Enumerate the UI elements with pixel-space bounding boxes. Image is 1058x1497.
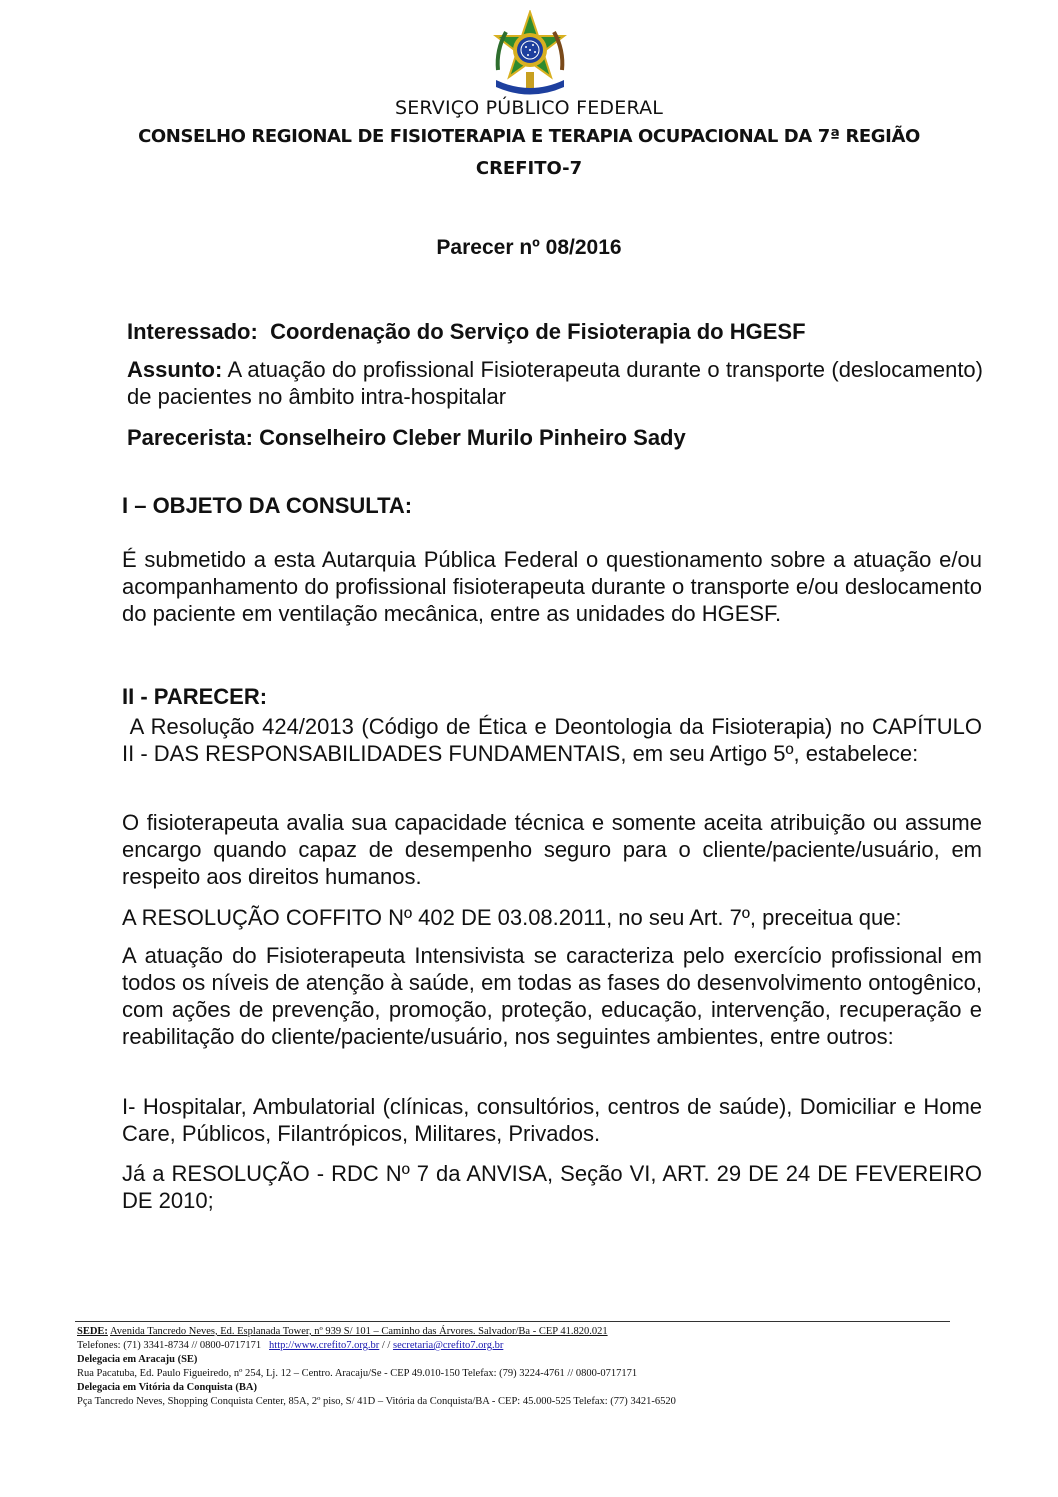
assunto-paragraph	[127, 356, 983, 410]
footer-contact-line	[77, 1339, 503, 1353]
footer-aracaju-label: Delegacia em Aracaju (SE)	[77, 1354, 198, 1365]
section-objeto-title: I – OBJETO DA CONSULTA:	[122, 493, 413, 518]
paragraph-hospitalar: I- Hospitalar, Ambulatorial (clínicas, consultórios, centros de saúde), Domiciliar e Home Care, Públicos, Filantrópicos, Militares, Privados.	[122, 1094, 982, 1146]
assunto-value: A atuação do profissional Fisioterapeuta durante o transporte (deslocamento) de pacientes no âmbito intra-hospitalar	[127, 357, 983, 409]
parecerista-line: Parecerista: Conselheiro Cleber Murilo Pinheiro Sady	[127, 425, 686, 450]
document-title: Parecer nº 08/2016	[436, 236, 622, 259]
footer-phones: Telefones: (71) 3341-8734 // 0800-0717171	[77, 1340, 262, 1351]
footer-vitoria-address: Pça Tancredo Neves, Shopping Conquista Center, 85A, 2º piso, S/ 41D – Vitória da Conquista/BA - CEP: 45.000-525 Telefax: (77) 3421-6520	[77, 1396, 676, 1407]
footer-sede-address: Avenida Tancredo Neves, Ed. Esplanada Tower, nº 939 S/ 101 – Caminho das Árvores. Salvador/Ba - CEP 41.820.021	[109, 1326, 608, 1337]
section-parecer-title: II - PARECER:	[122, 684, 268, 709]
header-council-line: CONSELHO REGIONAL DE FISIOTERAPIA E TERAPIA OCUPACIONAL DA 7ª REGIÃO	[138, 126, 920, 147]
interessado-value: Coordenação do Serviço de Fisioterapia do HGESF	[270, 319, 806, 344]
footer-divider	[75, 1321, 950, 1322]
brazil-coat-of-arms-icon	[490, 10, 570, 96]
assunto-label: Assunto:	[127, 357, 223, 382]
footer-separator: / /	[379, 1340, 393, 1351]
paragraph-coffito-402: A RESOLUÇÃO COFFITO Nº 402 DE 03.08.2011, no seu Art. 7º, preceitua que:	[122, 905, 902, 930]
footer-aracaju-address: Rua Pacatuba, Ed. Paulo Figueiredo, nº 254, Lj. 12 – Centro. Aracaju/Se - CEP 49.010-150 Telefax: (79) 3224-4761 // 0800-0717171	[77, 1368, 638, 1379]
paragraph-intensivista: A atuação do Fisioterapeuta Intensivista se caracteriza pelo exercício profissional em todos os níveis de atenção à saúde, em todas as fases do desenvolvimento ontogênico, com ações de prevenção, promoção, proteção, educação, intervenção, recuperação e reabilitação do cliente/paciente/usuário, nos seguintes ambientes, entre outros:	[122, 943, 982, 1049]
footer-vitoria-label: Delegacia em Vitória da Conquista (BA)	[77, 1382, 257, 1393]
paragraph-resolucao-424	[122, 713, 982, 767]
footer-email-link[interactable]: secretaria@crefito7.org.br	[392, 1340, 504, 1351]
paragraph-resolucao-424-text: A Resolução 424/2013 (Código de Ética e Deontologia da Fisioterapia) no CAPÍTULO II - DAS RESPONSABILIDADES FUNDAMENTAIS, em seu Artigo 5º, estabelece:	[122, 714, 982, 766]
paragraph-anvisa: Já a RESOLUÇÃO - RDC Nº 7 da ANVISA, Seção VI, ART. 29 DE 24 DE FEVEREIRO DE 2010;	[122, 1161, 982, 1213]
footer-sede-line	[77, 1325, 608, 1339]
paragraph-fisioterapeuta-avalia: O fisioterapeuta avalia sua capacidade técnica e somente aceita atribuição ou assume encargo quando capaz de desempenho seguro para o cliente/paciente/usuário, em respeito aos direitos humanos.	[122, 810, 982, 889]
interessado-line	[127, 318, 987, 345]
section-objeto-text: É submetido a esta Autarquia Pública Federal o questionamento sobre a atuação e/ou acompanhamento do profissional fisioterapeuta durante o transporte e/ou deslocamento do paciente em ventilação mecânica, entre as unidades do HGESF.	[122, 547, 982, 626]
footer-website-link[interactable]: http://www.crefito7.org.br	[269, 1340, 380, 1351]
footer-sede-label: SEDE:	[77, 1326, 108, 1337]
header-acronym-line: CREFITO-7	[475, 158, 583, 179]
header-service-line: SERVIÇO PÚBLICO FEDERAL	[394, 97, 664, 119]
interessado-label: Interessado:	[127, 319, 258, 344]
